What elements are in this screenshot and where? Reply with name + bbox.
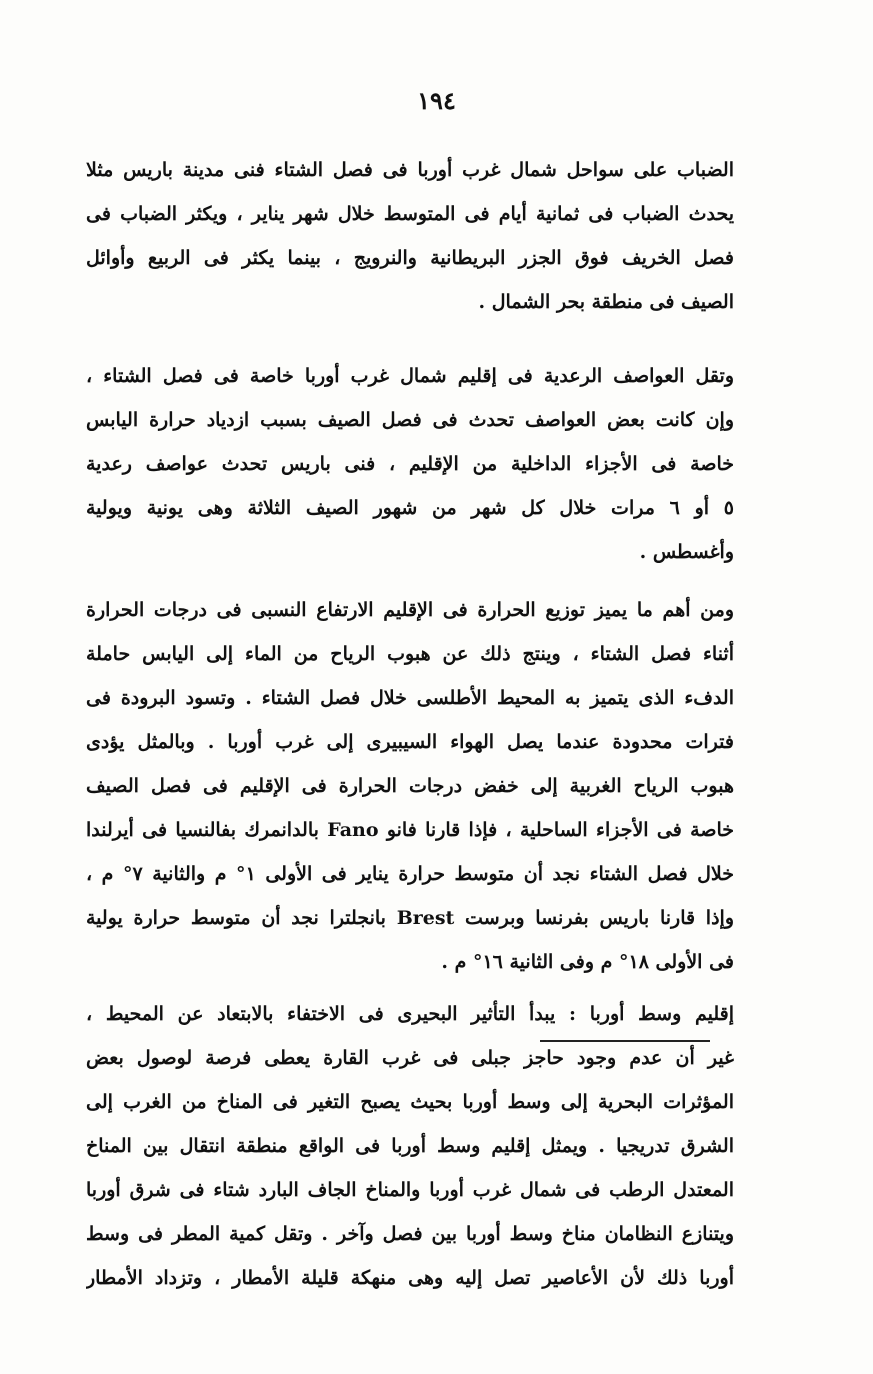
text-line: وإن كانت بعض العواصف تحدث فى فصل الصيف بسبب ازدياد حرارة اليابس xyxy=(86,409,734,431)
paragraph-central-europe xyxy=(86,992,734,1300)
text-line: غير أن عدم وجود حاجز جبلى فى غرب القارة يعطى فرصة لوصول بعض xyxy=(86,1047,734,1069)
paragraph-thunderstorms xyxy=(86,354,734,574)
text-line: المعتدل الرطب فى شمال غرب أوربا والمناخ الجاف البارد شتاء فى شرق أوربا xyxy=(86,1179,734,1201)
text-line: الشرق تدريجيا . ويمثل إقليم وسط أوربا فى الواقع منطقة انتقال بين المناخ xyxy=(86,1135,734,1157)
text-line: فى الأولى ١٨° م وفى الثانية ١٦° م . xyxy=(441,951,734,973)
text-line: أوربا ذلك لأن الأعاصير تصل إليه وهى منهكة قليلة الأمطار ، وتزداد الأمطار xyxy=(86,1267,734,1289)
text-line: فصل الخريف فوق الجزر البريطانية والنرويج ، بينما يكثر فى الربيع وأوائل xyxy=(86,247,734,269)
text-line: وإذا قارنا باريس بفرنسا وبرست Brest بانجلترا نجد أن متوسط حرارة يولية xyxy=(86,907,734,929)
text-line: أثناء فصل الشتاء ، وينتج ذلك عن هبوب الرياح من الماء إلى اليابس حاملة xyxy=(86,643,734,665)
text-line: المؤثرات البحرية إلى وسط أوربا بحيث يصبح التغير فى المناخ من الغرب إلى xyxy=(86,1091,734,1113)
text-line: هبوب الرياح الغربية إلى خفض درجات الحرارة فى الإقليم فى فصل الصيف xyxy=(86,775,734,797)
text-line: خلال فصل الشتاء نجد أن متوسط حرارة يناير فى الأولى ١° م والثانية ٧° م ، xyxy=(86,863,734,885)
text-line: الصيف فى منطقة بحر الشمال . xyxy=(478,291,734,313)
paragraph-temperature xyxy=(86,588,734,984)
text-line: ومن أهم ما يميز توزيع الحرارة فى الإقليم الارتفاع النسبى فى درجات الحرارة xyxy=(86,599,734,621)
text-line: خاصة فى الأجزاء الساحلية ، فإذا قارنا فانو Fano بالدانمرك بفالنسيا فى أيرلندا xyxy=(86,819,734,841)
text-line: خاصة فى الأجزاء الداخلية من الإقليم ، فنى باريس تحدث عواصف رعدية xyxy=(86,453,734,475)
text-line: الضباب على سواحل شمال غرب أوربا فى فصل الشتاء فنى مدينة باريس مثلا xyxy=(86,159,734,181)
text-line: وتقل العواصف الرعدية فى إقليم شمال غرب أوربا خاصة فى فصل الشتاء ، xyxy=(86,365,734,387)
text-line: يحدث الضباب فى ثمانية أيام فى المتوسط خلال شهر يناير ، ويكثر الضباب فى xyxy=(86,203,734,225)
section-heading-line: إقليم وسط أوربا : يبدأ التأثير البحيرى فى الاختفاء بالابتعاد عن المحيط ، xyxy=(86,1003,734,1025)
text-line: وأغسطس . xyxy=(639,541,734,563)
text-line: ويتنازع النظامان مناخ وسط أوربا بين فصل وآخر . وتقل كمية المطر فى وسط xyxy=(86,1223,734,1245)
text-line: ٥ أو ٦ مرات خلال كل شهر من شهور الصيف الثلاثة وهى يونية ويولية xyxy=(86,497,734,519)
paragraph-fog xyxy=(86,148,734,324)
text-line: فترات محدودة عندما يصل الهواء السيبيرى إلى غرب أوربا . وبالمثل يؤدى xyxy=(86,731,734,753)
page-number: ١٩٤ xyxy=(417,86,456,115)
text-line: الدفء الذى يتميز به المحيط الأطلسى خلال فصل الشتاء . وتسود البرودة فى xyxy=(86,687,734,709)
